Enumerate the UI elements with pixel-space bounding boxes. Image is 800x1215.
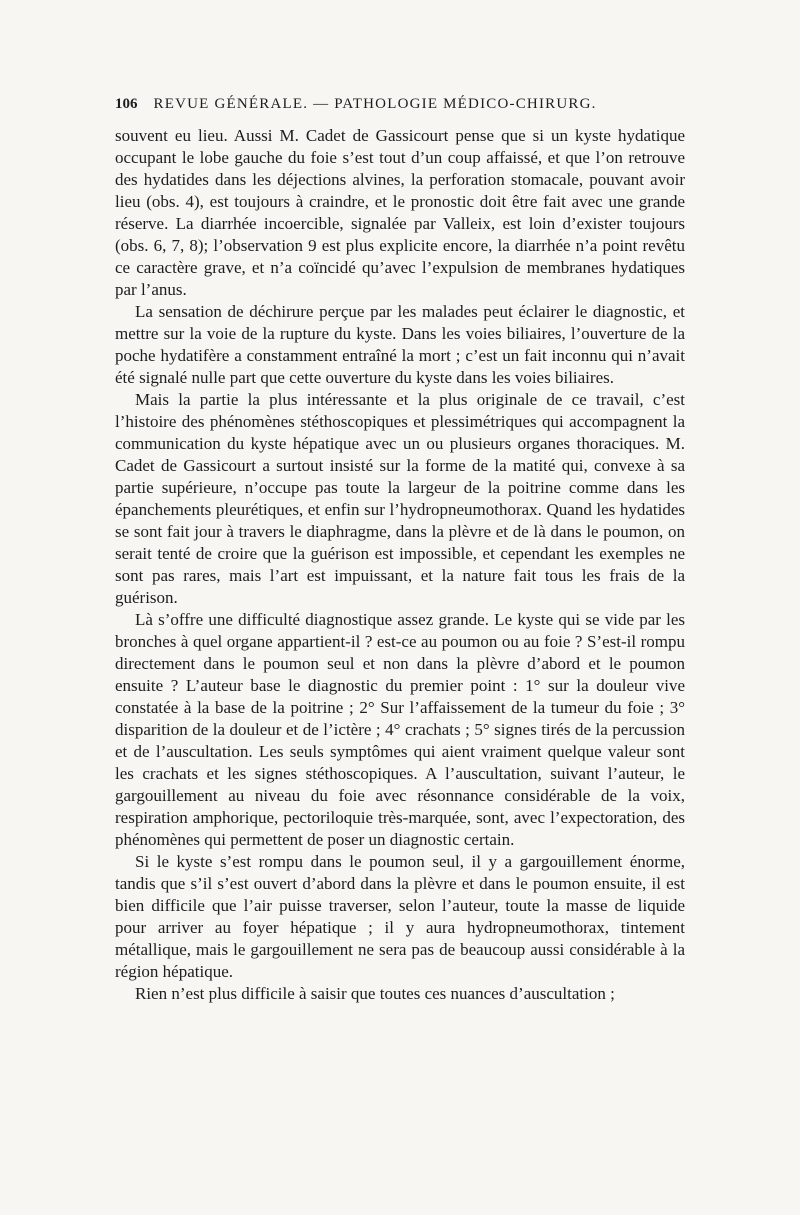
body-text	[115, 125, 685, 1005]
paragraph: Là s’offre une difficulté diagnostique assez grande. Le kyste qui se vide par les bronches à quel organe appartient-il ? est-ce au poumon ou au foie ? S’est-il rompu directement dans le poumon seul et non dans la plèvre d’abord et le poumon ensuite ? L’auteur base le diagnostic du premier point : 1° sur la douleur vive constatée à la base de la poitrine ; 2° Sur l’affaissement de la tumeur du foie ; 3° disparition de la douleur et de l’ictère ; 4° crachats ; 5° signes tirés de la percussion et de l’auscultation. Les seuls symptômes qui aient vraiment quelque valeur sont les crachats et les signes stéthoscopiques. A l’auscultation, suivant l’auteur, le gargouillement au niveau du foie avec résonnance considérable de la voix, respiration amphorique, pectoriloquie très-marquée, sont, avec l’expectoration, des phénomènes qui permettent de poser un diagnostic certain.	[115, 610, 685, 849]
running-title: REVUE GÉNÉRALE. — PATHOLOGIE MÉDICO-CHIRURG.	[153, 96, 597, 112]
paragraph: Si le kyste s’est rompu dans le poumon seul, il y a gargouillement énorme, tandis que s’il s’est ouvert d’abord dans la plèvre et dans le poumon ensuite, il est bien difficile que l’air puisse traverser, selon l’auteur, toute la masse de liquide pour arriver au foyer hépatique ; il y aura hydropneumothorax, tintement métallique, mais le gargouillement ne sera pas de beaucoup aussi considérable à la région hépatique.	[115, 852, 685, 981]
running-header	[115, 96, 685, 113]
paragraph-continued: souvent eu lieu. Aussi M. Cadet de Gassicourt pense que si un kyste hydatique occupant le lobe gauche du foie s’est tout d’un coup affaissé, et que l’on retrouve des hydatides dans les déjections alvines, la perforation stomacale, pouvant avoir lieu (obs. 4), est toujours à craindre, et le pronostic doit être fait avec une grande réserve. La diarrhée incoercible, signalée par Valleix, est loin d’exister toujours (obs. 6, 7, 8); l’observation 9 est plus explicite encore, la diarrhée n’a point revêtu ce caractère grave, et n’a coïncidé qu’avec l’expulsion de membranes hydatiques par l’anus.	[115, 126, 685, 299]
paragraph: Mais la partie la plus intéressante et la plus originale de ce travail, c’est l’histoire des phénomènes stéthoscopiques et plessimétriques qui accompagnent la communication du kyste hépatique avec un ou plusieurs organes thoraciques. M. Cadet de Gassicourt a surtout insisté sur la forme de la matité qui, convexe à sa partie supérieure, n’occupe pas toute la largeur de la poitrine comme dans les épanchements pleurétiques, et enfin sur l’hydropneumothorax. Quand les hydatides se sont fait jour à travers le diaphragme, dans la plèvre et de là dans le poumon, on serait tenté de croire que la guérison est impossible, et cependant les exemples ne sont pas rares, mais l’art est impuissant, et la nature fait tous les frais de la guérison.	[115, 390, 685, 607]
paragraph: Rien n’est plus difficile à saisir que toutes ces nuances d’auscultation ;	[135, 984, 615, 1003]
paragraph: La sensation de déchirure perçue par les malades peut éclairer le diagnostic, et mettre sur la voie de la rupture du kyste. Dans les voies biliaires, l’ouverture de la poche hydatifère a constamment entraîné la mort ; c’est un fait inconnu qui n’avait été signalé nulle part que cette ouverture du kyste dans les voies biliaires.	[115, 302, 685, 387]
page-number: 106	[115, 96, 138, 112]
